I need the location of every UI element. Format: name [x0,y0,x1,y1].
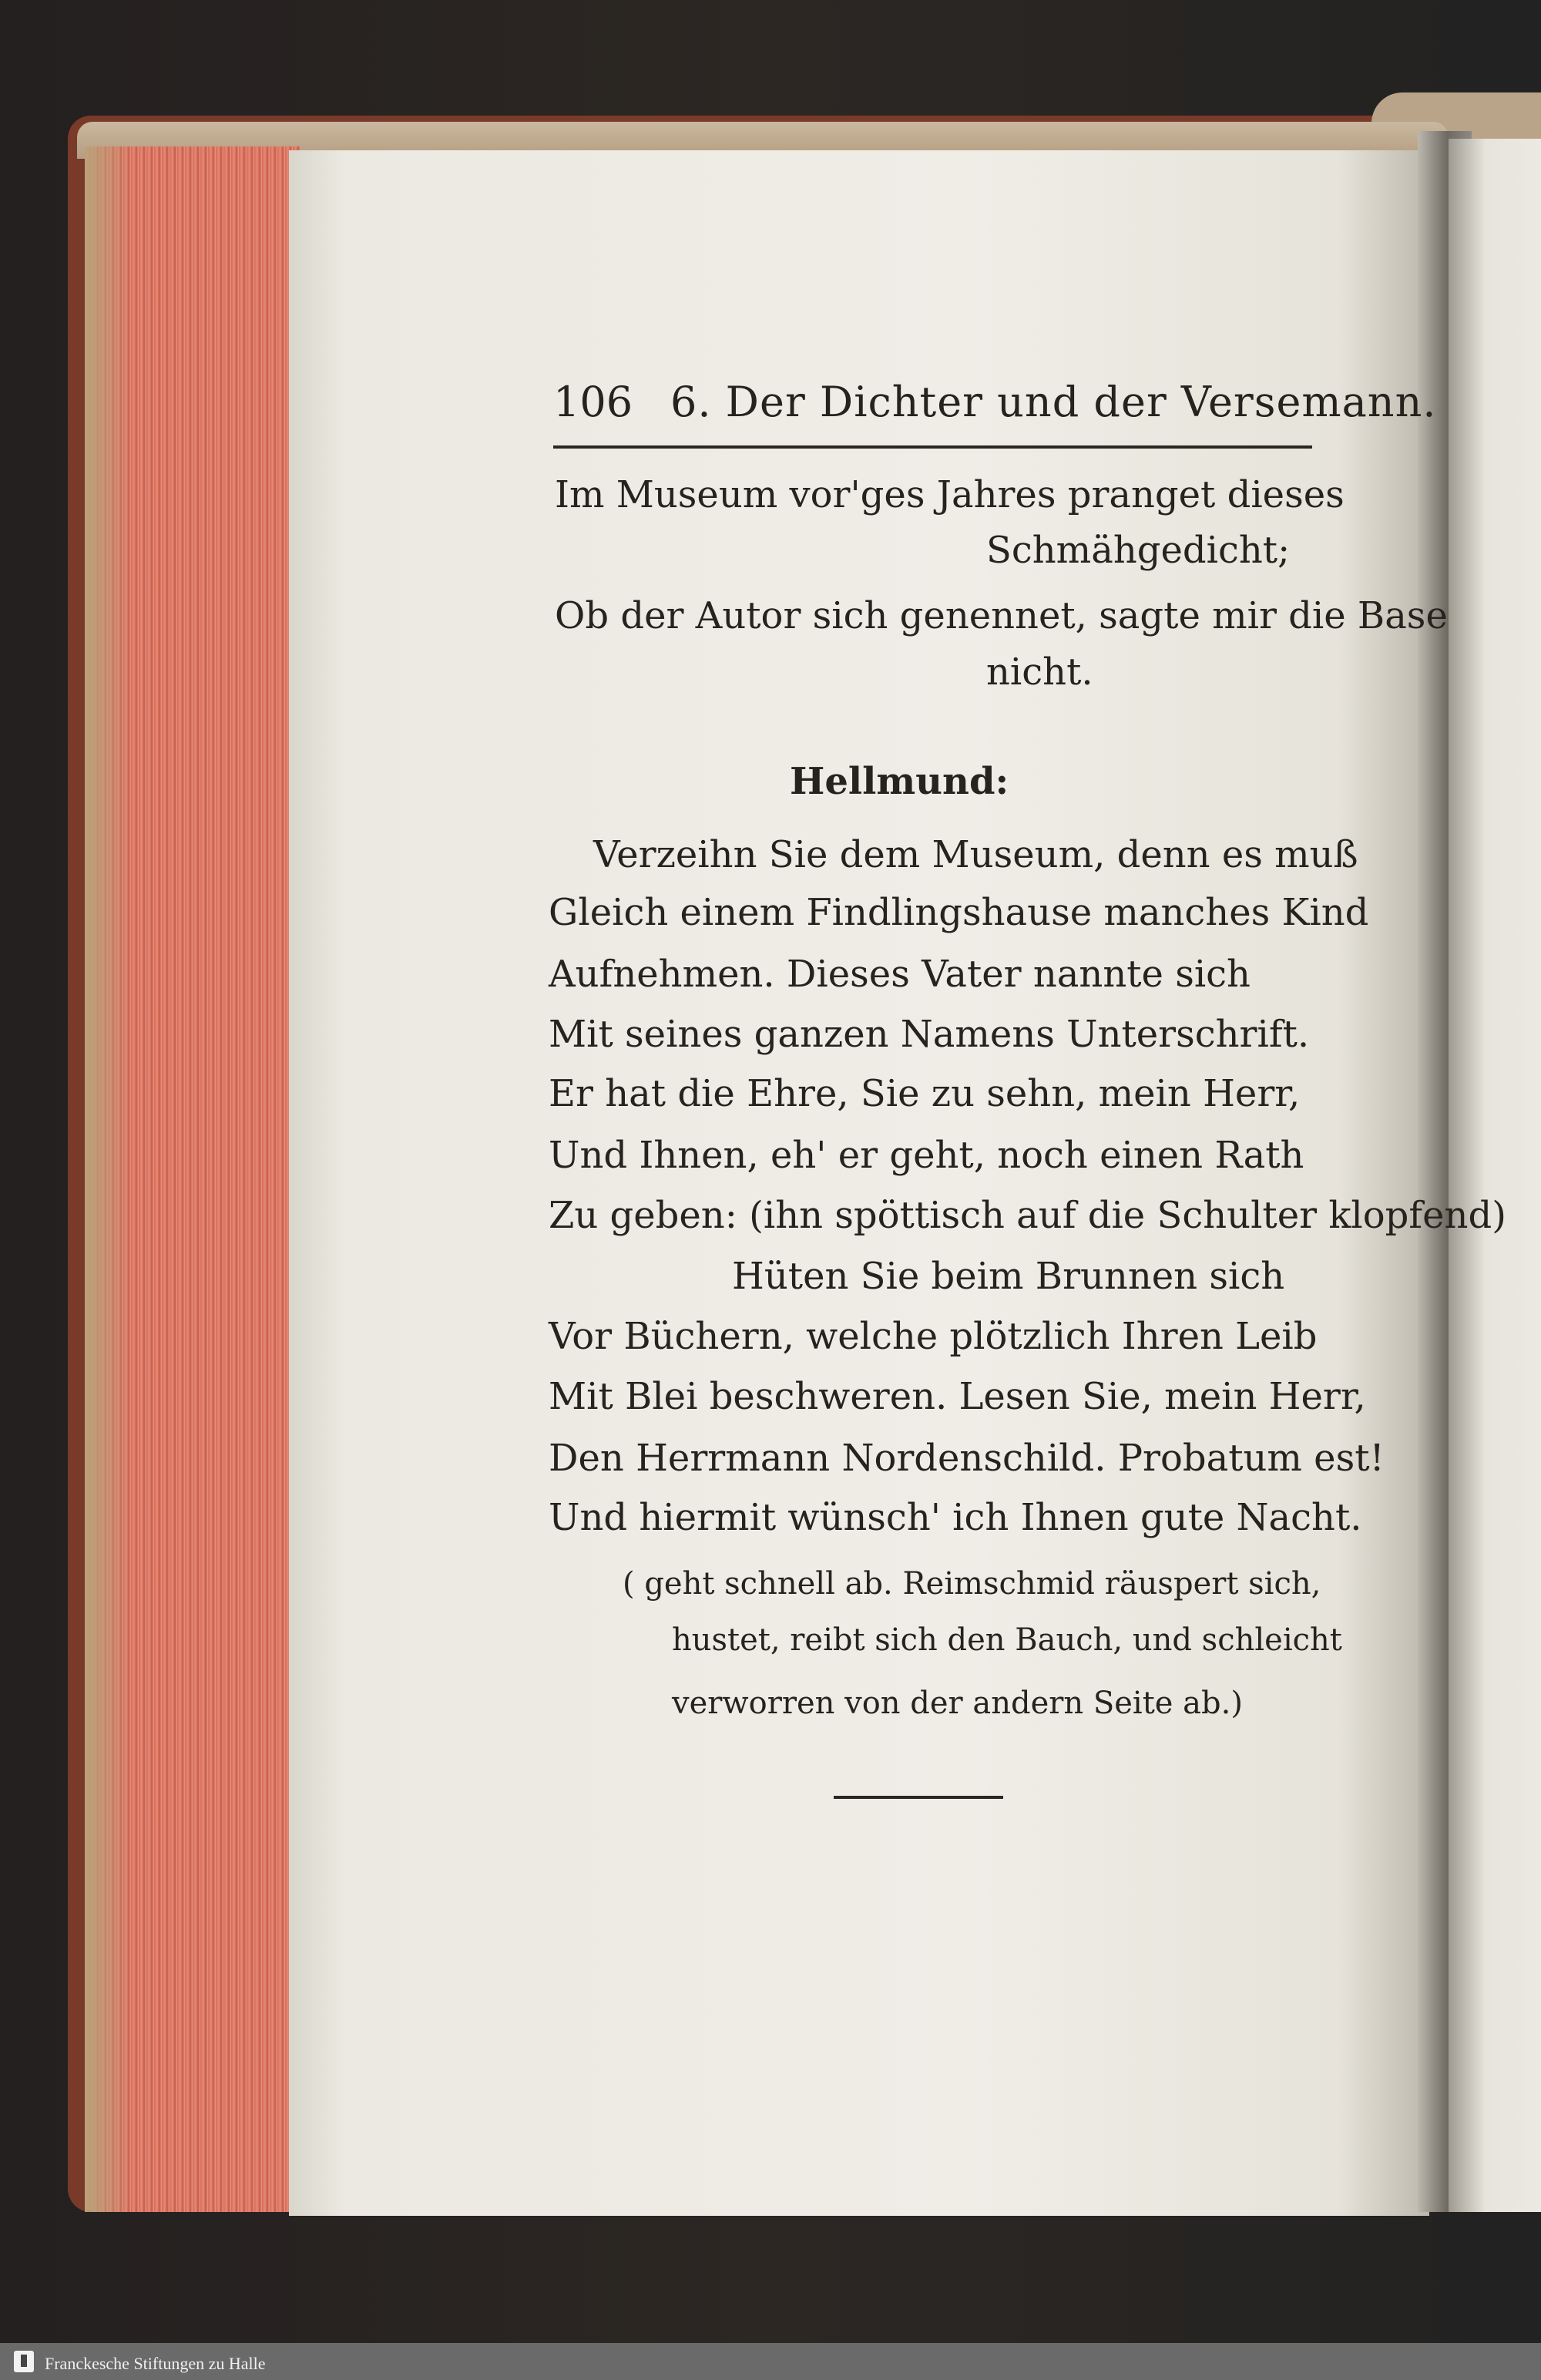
left-page [289,150,1429,2216]
verse-line: nicht. [986,650,1093,694]
verse-line: Den Herrmann Nordenschild. Probatum est! [549,1437,1385,1480]
verse-line: Gleich einem Findlingshause manches Kind [549,891,1369,934]
verse-line: Schmähgedicht; [986,529,1291,572]
verse-line: Und hiermit wünsch' ich Ihnen gute Nacht. [549,1496,1362,1539]
verse-line: Er hat die Ehre, Sie zu sehn, mein Herr, [549,1072,1301,1115]
institution-logo-icon [14,2351,34,2372]
verse-line: Zu geben: (ihn spöttisch auf die Schulter klopfend) [549,1194,1506,1237]
speaker-name: Hellmund: [790,760,1009,803]
closing-rule [834,1796,1003,1799]
verse-line: Mit Blei beschweren. Lesen Sie, mein Herr, [549,1375,1366,1418]
verse-line: Verzeihn Sie dem Museum, denn es muß [593,833,1358,876]
footer-institution: Franckesche Stiftungen zu Halle [45,2354,266,2373]
verse-line: Aufnehmen. Dieses Vater nannte sich [549,953,1251,996]
verse-line: Ob der Autor sich genennet, sagte mir die Base [555,594,1448,637]
verse-line: Hüten Sie beim Brunnen sich [732,1255,1285,1298]
verse-line: Und Ihnen, eh' er geht, noch einen Rath [549,1134,1304,1177]
running-title: 6. Der Dichter und der Versemann. [670,378,1437,426]
header-rule [553,445,1312,449]
stage-direction: ( geht schnell ab. Reimschmid räuspert sich, [623,1566,1321,1602]
verse-line: Vor Büchern, welche plötzlich Ihren Leib [549,1315,1318,1358]
stage-direction: hustet, reibt sich den Bauch, und schleicht [672,1622,1342,1658]
verse-line: Im Museum vor'ges Jahres pranget dieses [555,473,1345,516]
verse-line: Mit seines ganzen Namens Unterschrift. [549,1013,1310,1056]
stage-direction: verworren von der andern Seite ab.) [672,1686,1243,1721]
right-page [1449,139,1541,2212]
page-number: 106 [553,378,633,426]
page-edges-shadow [85,146,131,2212]
